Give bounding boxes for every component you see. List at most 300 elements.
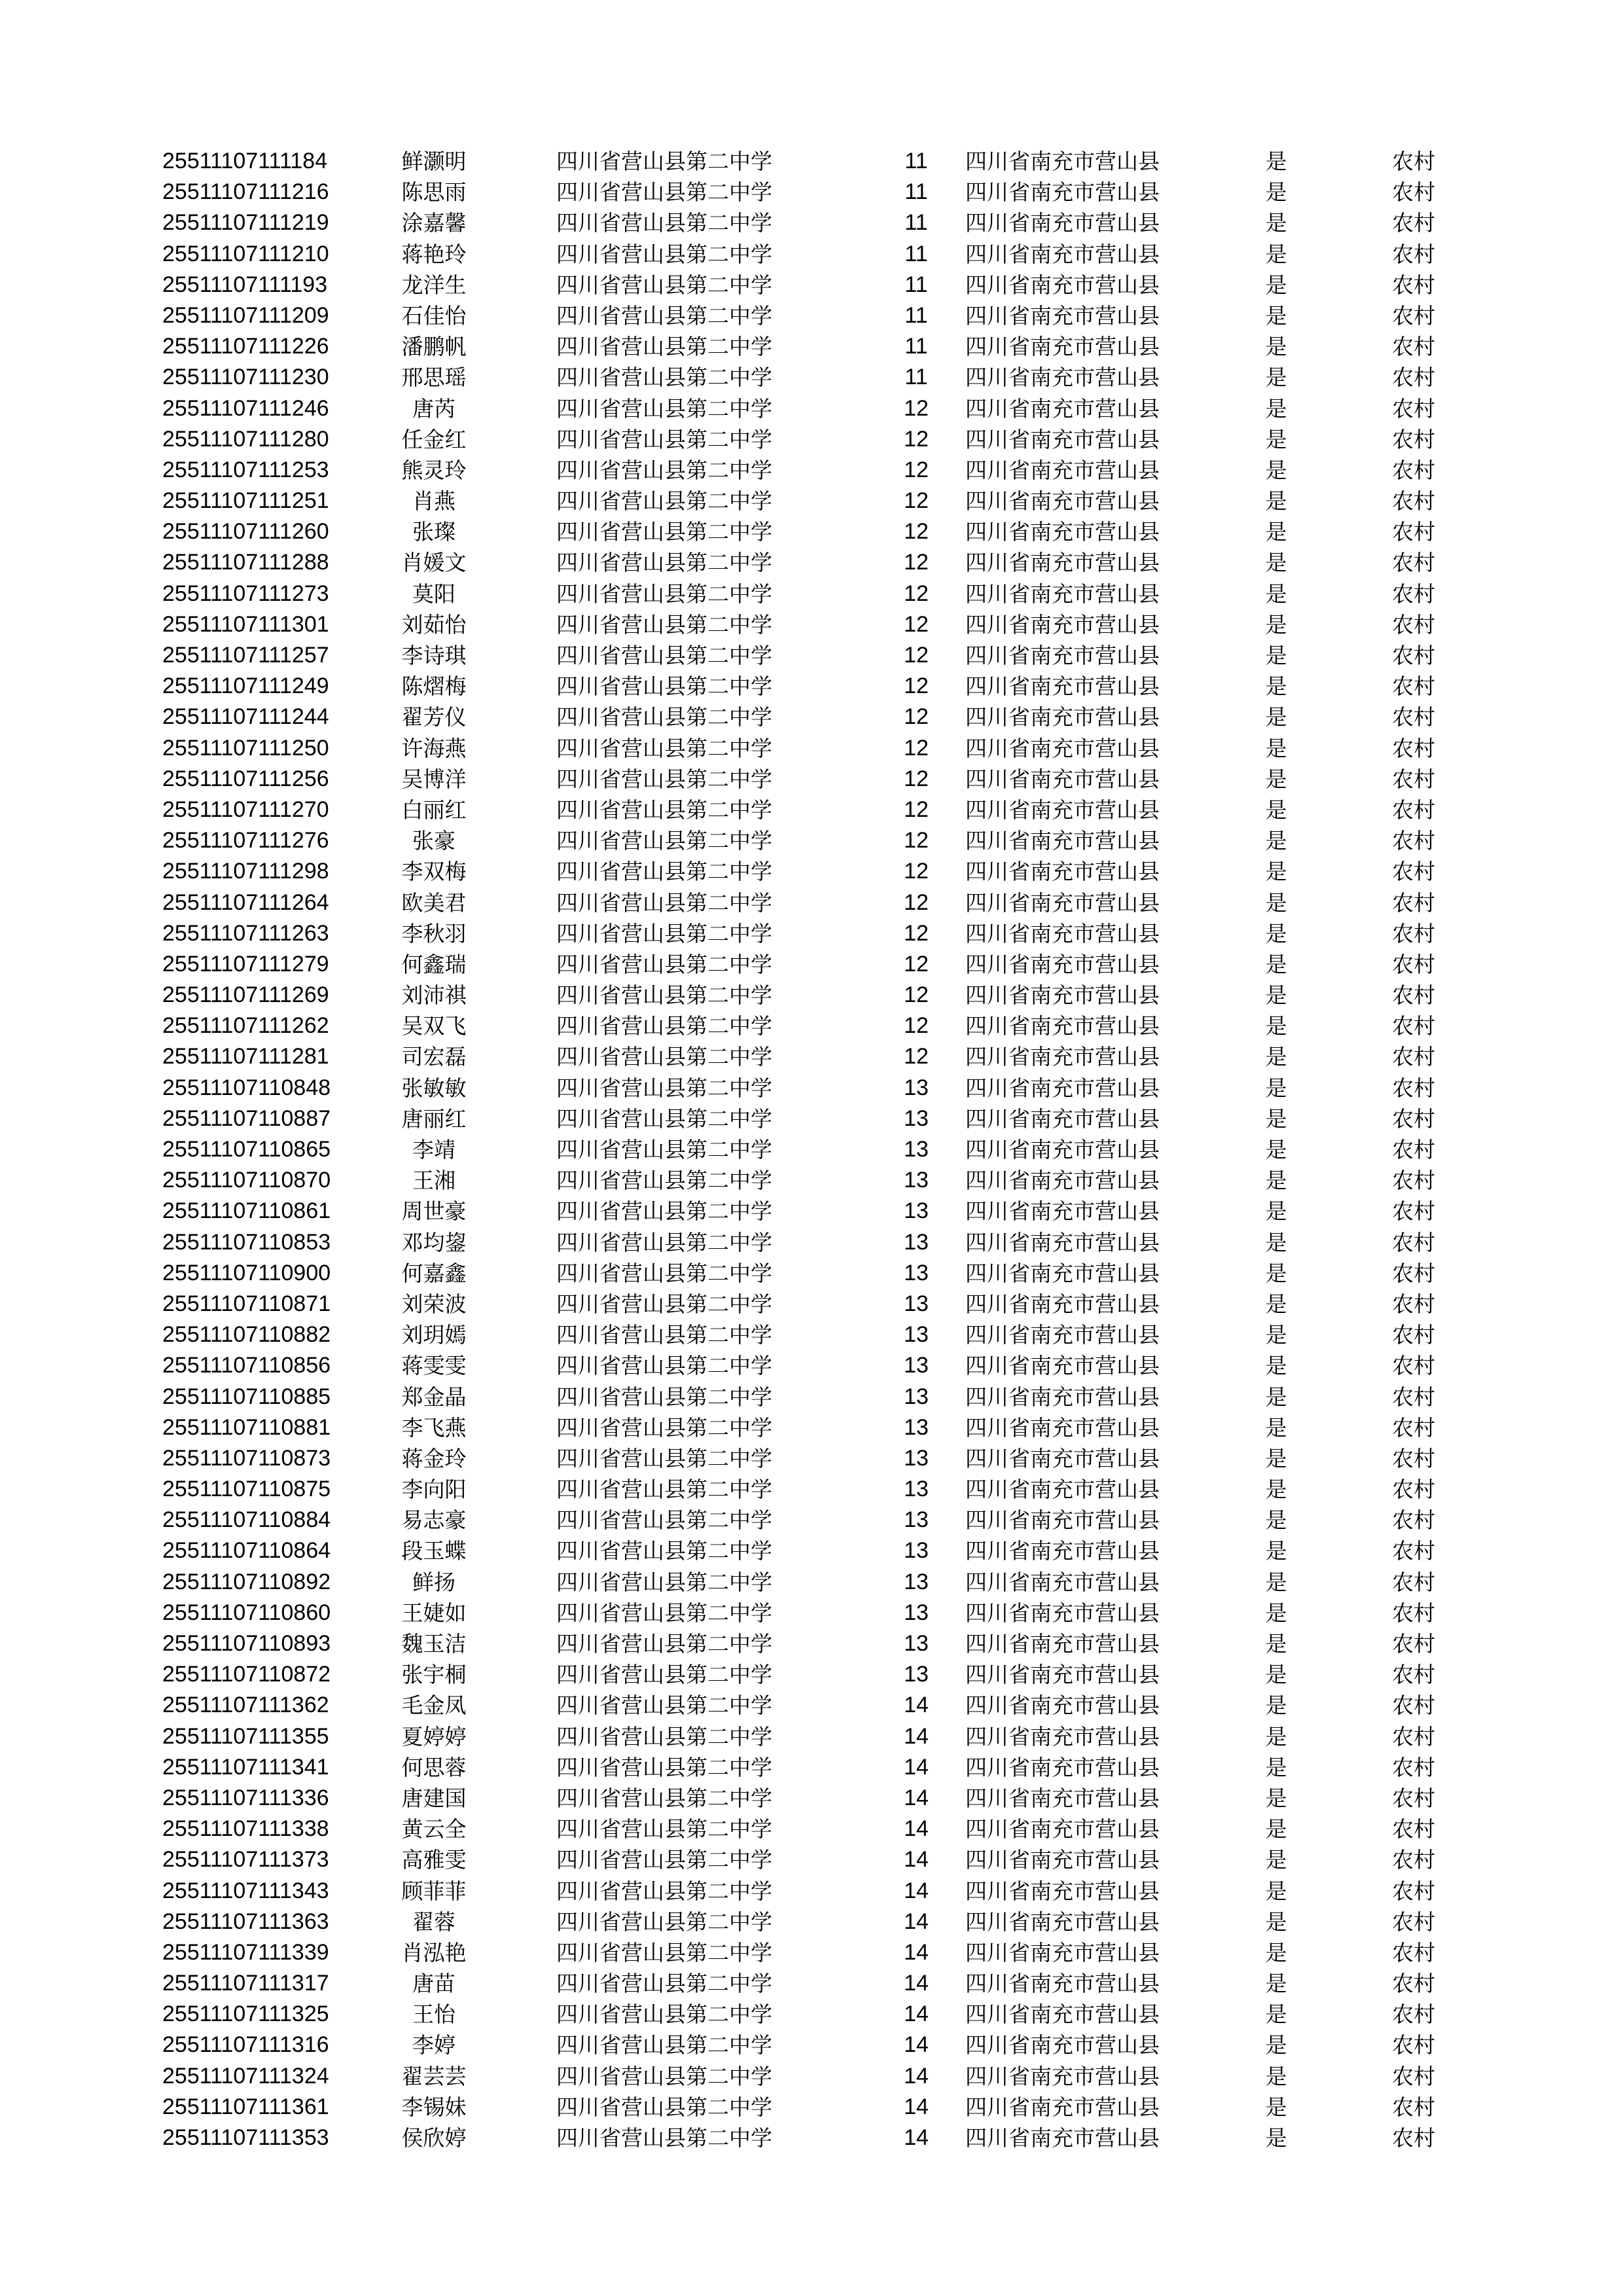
household-type-cell: 农村: [1392, 550, 1435, 576]
class-cell: 14: [904, 1693, 929, 1718]
household-type-cell: 农村: [1392, 1445, 1435, 1471]
student-id-cell: 25511107111262: [162, 1013, 329, 1039]
table-row: [0, 2061, 1623, 2092]
table-row: [0, 918, 1623, 949]
household-type-cell: 农村: [1392, 1384, 1435, 1410]
school-cell: 四川省营山县第二中学: [556, 1353, 772, 1379]
student-id-cell: 25511107111373: [162, 1847, 329, 1873]
table-row: [0, 300, 1623, 331]
student-name-cell: 易志豪: [401, 1507, 467, 1534]
table-row: [0, 331, 1623, 362]
flag-cell: 是: [1265, 735, 1287, 761]
student-id-cell: 25511107111338: [162, 1816, 329, 1842]
household-type-cell: 农村: [1392, 457, 1435, 483]
student-id-cell: 25511107111269: [162, 982, 329, 1008]
student-id-cell: 25511107111298: [162, 859, 329, 884]
table-row: [0, 547, 1623, 578]
address-cell: 四川省南充市营山县: [965, 2032, 1160, 2058]
student-id-cell: 25511107111281: [162, 1044, 329, 1069]
class-cell: 13: [904, 1662, 929, 1687]
class-cell: 13: [904, 1322, 929, 1348]
household-type-cell: 农村: [1392, 828, 1435, 854]
household-type-cell: 农村: [1392, 2094, 1435, 2120]
class-cell: 13: [904, 1569, 929, 1594]
flag-cell: 是: [1265, 1477, 1287, 1503]
table-row: [0, 795, 1623, 825]
address-cell: 四川省南充市营山县: [965, 519, 1160, 545]
household-type-cell: 农村: [1392, 1693, 1435, 1719]
student-name-cell: 司宏磊: [401, 1044, 467, 1070]
address-cell: 四川省南充市营山县: [965, 1322, 1160, 1348]
table-row: [0, 1382, 1623, 1412]
student-name-cell: 吴双飞: [401, 1013, 467, 1039]
table-row: [0, 733, 1623, 764]
school-cell: 四川省营山县第二中学: [556, 1693, 772, 1719]
student-id-cell: 25511107111216: [162, 179, 329, 205]
flag-cell: 是: [1265, 519, 1287, 545]
flag-cell: 是: [1265, 179, 1287, 206]
flag-cell: 是: [1265, 889, 1287, 916]
table-row: [0, 1474, 1623, 1505]
school-cell: 四川省营山县第二中学: [556, 1477, 772, 1503]
table-row: [0, 1443, 1623, 1474]
table-row: [0, 1937, 1623, 1968]
class-cell: 13: [904, 1075, 929, 1100]
class-cell: 14: [904, 1754, 929, 1780]
student-id-cell: 25511107110848: [162, 1075, 331, 1100]
student-name-cell: 李靖: [412, 1137, 455, 1162]
school-cell: 四川省营山县第二中学: [556, 2032, 772, 2058]
household-type-cell: 农村: [1392, 797, 1435, 823]
household-type-cell: 农村: [1392, 1631, 1435, 1657]
student-name-cell: 翟芳仪: [401, 704, 467, 730]
class-cell: 12: [904, 395, 929, 421]
student-id-cell: 25511107111209: [162, 302, 329, 328]
flag-cell: 是: [1265, 766, 1287, 792]
class-cell: 14: [904, 1785, 929, 1810]
student-name-cell: 吴博洋: [401, 766, 467, 792]
student-id-cell: 25511107111193: [162, 272, 328, 297]
address-cell: 四川省南充市营山县: [965, 1971, 1160, 1997]
student-id-cell: 25511107111362: [162, 1693, 329, 1718]
school-cell: 四川省营山县第二中学: [556, 1662, 772, 1688]
household-type-cell: 农村: [1392, 395, 1435, 422]
address-cell: 四川省南充市营山县: [965, 241, 1160, 267]
address-cell: 四川省南充市营山县: [965, 365, 1160, 391]
class-cell: 13: [904, 1477, 929, 1502]
address-cell: 四川省南充市营山县: [965, 272, 1160, 298]
flag-cell: 是: [1265, 334, 1287, 360]
table-row: [0, 2123, 1623, 2153]
student-id-cell: 25511107111336: [162, 1785, 329, 1810]
class-cell: 12: [904, 951, 929, 977]
flag-cell: 是: [1265, 797, 1287, 823]
school-cell: 四川省营山县第二中学: [556, 302, 772, 329]
table-row: [0, 1535, 1623, 1566]
household-type-cell: 农村: [1392, 1754, 1435, 1780]
household-type-cell: 农村: [1392, 1847, 1435, 1873]
household-type-cell: 农村: [1392, 673, 1435, 700]
student-id-cell: 25511107111256: [162, 766, 329, 791]
student-id-cell: 25511107110864: [162, 1538, 331, 1564]
table-row: [0, 1968, 1623, 1999]
student-name-cell: 翟芸芸: [401, 2063, 467, 2089]
household-type-cell: 农村: [1392, 1198, 1435, 1225]
student-name-cell: 张璨: [412, 519, 455, 545]
table-row: [0, 393, 1623, 424]
household-type-cell: 农村: [1392, 1168, 1435, 1194]
student-name-cell: 李诗琪: [401, 643, 467, 668]
student-name-cell: 顾菲菲: [401, 1878, 467, 1904]
household-type-cell: 农村: [1392, 2125, 1435, 2151]
student-name-cell: 唐苗: [412, 1971, 455, 1997]
flag-cell: 是: [1265, 488, 1287, 514]
address-cell: 四川省南充市营山县: [965, 2001, 1160, 2028]
class-cell: 12: [904, 920, 929, 946]
student-name-cell: 唐丽红: [401, 1105, 467, 1132]
school-cell: 四川省营山县第二中学: [556, 210, 772, 236]
class-cell: 12: [904, 797, 929, 822]
address-cell: 四川省南充市营山县: [965, 828, 1160, 854]
student-id-cell: 25511107110900: [162, 1260, 331, 1285]
student-name-cell: 周世豪: [401, 1198, 467, 1225]
student-name-cell: 涂嘉馨: [401, 210, 467, 236]
student-name-cell: 何思蓉: [401, 1754, 467, 1780]
address-cell: 四川省南充市营山县: [965, 210, 1160, 236]
student-id-cell: 25511107111210: [162, 241, 329, 266]
student-id-cell: 25511107110865: [162, 1137, 331, 1162]
flag-cell: 是: [1265, 1168, 1287, 1194]
student-name-cell: 欧美君: [401, 889, 467, 916]
school-cell: 四川省营山县第二中学: [556, 1384, 772, 1410]
school-cell: 四川省营山县第二中学: [556, 2063, 772, 2089]
student-id-cell: 25511107111250: [162, 735, 329, 761]
school-cell: 四川省营山县第二中学: [556, 1507, 772, 1534]
table-row: [0, 1598, 1623, 1628]
class-cell: 13: [904, 1353, 929, 1378]
table-row: [0, 1814, 1623, 1844]
school-cell: 四川省营山县第二中学: [556, 1785, 772, 1811]
household-type-cell: 农村: [1392, 859, 1435, 885]
address-cell: 四川省南充市营山县: [965, 2094, 1160, 2120]
flag-cell: 是: [1265, 1384, 1287, 1410]
class-cell: 12: [904, 704, 929, 730]
household-type-cell: 农村: [1392, 1785, 1435, 1811]
household-type-cell: 农村: [1392, 766, 1435, 792]
household-type-cell: 农村: [1392, 889, 1435, 916]
address-cell: 四川省南充市营山县: [965, 1600, 1160, 1626]
address-cell: 四川省南充市营山县: [965, 1291, 1160, 1317]
address-cell: 四川省南充市营山县: [965, 1477, 1160, 1503]
class-cell: 13: [904, 1631, 929, 1656]
address-cell: 四川省南充市营山县: [965, 1384, 1160, 1410]
student-name-cell: 王湘: [412, 1168, 455, 1194]
class-cell: 14: [904, 1878, 929, 1903]
class-cell: 13: [904, 1291, 929, 1316]
student-id-cell: 25511107111339: [162, 1939, 329, 1965]
address-cell: 四川省南充市营山县: [965, 951, 1160, 977]
student-name-cell: 李锡妹: [401, 2094, 467, 2120]
student-name-cell: 潘鹏帆: [401, 334, 467, 360]
school-cell: 四川省营山县第二中学: [556, 1538, 772, 1564]
address-cell: 四川省南充市营山县: [965, 395, 1160, 422]
table-row: [0, 1011, 1623, 1041]
school-cell: 四川省营山县第二中学: [556, 1816, 772, 1842]
table-row: [0, 825, 1623, 856]
student-id-cell: 25511107110860: [162, 1600, 331, 1625]
address-cell: 四川省南充市营山县: [965, 1538, 1160, 1564]
flag-cell: 是: [1265, 395, 1287, 422]
student-id-cell: 25511107111249: [162, 673, 329, 699]
class-cell: 12: [904, 735, 929, 761]
class-cell: 14: [904, 2032, 929, 2058]
student-name-cell: 翟蓉: [412, 1909, 455, 1935]
flag-cell: 是: [1265, 828, 1287, 854]
school-cell: 四川省营山县第二中学: [556, 179, 772, 206]
table-row: [0, 516, 1623, 547]
student-name-cell: 李飞燕: [401, 1414, 467, 1441]
student-id-cell: 25511107111276: [162, 828, 329, 853]
address-cell: 四川省南充市营山县: [965, 797, 1160, 823]
student-name-cell: 刘荣波: [401, 1291, 467, 1317]
student-id-cell: 25511107111244: [162, 704, 329, 730]
school-cell: 四川省营山县第二中学: [556, 1044, 772, 1070]
household-type-cell: 农村: [1392, 611, 1435, 637]
school-cell: 四川省营山县第二中学: [556, 488, 772, 514]
student-name-cell: 唐芮: [412, 395, 455, 422]
household-type-cell: 农村: [1392, 920, 1435, 946]
school-cell: 四川省营山县第二中学: [556, 1847, 772, 1873]
address-cell: 四川省南充市营山县: [965, 1939, 1160, 1965]
student-id-cell: 25511107111361: [162, 2094, 329, 2119]
flag-cell: 是: [1265, 365, 1287, 391]
address-cell: 四川省南充市营山县: [965, 1044, 1160, 1070]
student-id-cell: 25511107110885: [162, 1384, 331, 1409]
table-row: [0, 1721, 1623, 1752]
class-cell: 12: [904, 766, 929, 791]
flag-cell: 是: [1265, 1414, 1287, 1441]
address-cell: 四川省南充市营山县: [965, 643, 1160, 668]
flag-cell: 是: [1265, 1631, 1287, 1657]
student-name-cell: 许海燕: [401, 735, 467, 761]
address-cell: 四川省南充市营山县: [965, 1229, 1160, 1255]
flag-cell: 是: [1265, 611, 1287, 637]
student-name-cell: 张宇桐: [401, 1662, 467, 1688]
school-cell: 四川省营山县第二中学: [556, 1600, 772, 1626]
school-cell: 四川省营山县第二中学: [556, 643, 772, 668]
flag-cell: 是: [1265, 241, 1287, 267]
student-id-cell: 25511107110892: [162, 1569, 331, 1594]
household-type-cell: 农村: [1392, 210, 1435, 236]
address-cell: 四川省南充市营山县: [965, 1754, 1160, 1780]
school-cell: 四川省营山县第二中学: [556, 395, 772, 422]
student-name-cell: 肖媛文: [401, 550, 467, 576]
student-name-cell: 任金红: [401, 426, 467, 452]
class-cell: 13: [904, 1168, 929, 1193]
flag-cell: 是: [1265, 951, 1287, 977]
household-type-cell: 农村: [1392, 1322, 1435, 1348]
school-cell: 四川省营山县第二中学: [556, 797, 772, 823]
student-name-cell: 张敏敏: [401, 1075, 467, 1101]
student-id-cell: 25511107111184: [162, 149, 328, 173]
school-cell: 四川省营山县第二中学: [556, 519, 772, 545]
student-name-cell: 毛金凤: [401, 1693, 467, 1719]
school-cell: 四川省营山县第二中学: [556, 951, 772, 977]
flag-cell: 是: [1265, 1075, 1287, 1101]
table-row: [0, 1289, 1623, 1319]
table-row: [0, 1258, 1623, 1289]
household-type-cell: 农村: [1392, 1662, 1435, 1688]
household-type-cell: 农村: [1392, 179, 1435, 206]
address-cell: 四川省南充市营山县: [965, 673, 1160, 700]
table-row: [0, 2030, 1623, 2060]
class-cell: 11: [904, 334, 928, 359]
table-row: [0, 1690, 1623, 1721]
student-name-cell: 肖燕: [412, 488, 455, 514]
table-row: [0, 579, 1623, 609]
student-id-cell: 25511107110853: [162, 1229, 331, 1255]
address-cell: 四川省南充市营山县: [965, 1785, 1160, 1811]
student-id-cell: 25511107110875: [162, 1477, 331, 1502]
table-row: [0, 2092, 1623, 2123]
table-row: [0, 1412, 1623, 1443]
flag-cell: 是: [1265, 210, 1287, 236]
student-id-cell: 25511107111363: [162, 1909, 329, 1934]
class-cell: 13: [904, 1538, 929, 1564]
student-id-cell: 25511107110871: [162, 1291, 331, 1316]
class-cell: 12: [904, 1044, 929, 1069]
flag-cell: 是: [1265, 2094, 1287, 2120]
household-type-cell: 农村: [1392, 1075, 1435, 1101]
class-cell: 11: [904, 149, 928, 173]
address-cell: 四川省南充市营山县: [965, 1198, 1160, 1225]
student-name-cell: 刘茹怡: [401, 611, 467, 637]
flag-cell: 是: [1265, 1939, 1287, 1965]
table-row: [0, 1134, 1623, 1165]
school-cell: 四川省营山县第二中学: [556, 1229, 772, 1255]
household-type-cell: 农村: [1392, 426, 1435, 452]
school-cell: 四川省营山县第二中学: [556, 365, 772, 391]
household-type-cell: 农村: [1392, 982, 1435, 1009]
class-cell: 12: [904, 488, 929, 514]
school-cell: 四川省营山县第二中学: [556, 272, 772, 298]
student-name-cell: 黄云全: [401, 1816, 467, 1842]
address-cell: 四川省南充市营山县: [965, 1909, 1160, 1935]
address-cell: 四川省南充市营山县: [965, 426, 1160, 452]
student-name-cell: 蒋雯雯: [401, 1353, 467, 1379]
flag-cell: 是: [1265, 1662, 1287, 1688]
address-cell: 四川省南充市营山县: [965, 1693, 1160, 1719]
household-type-cell: 农村: [1392, 2032, 1435, 2058]
class-cell: 12: [904, 550, 929, 575]
school-cell: 四川省营山县第二中学: [556, 1168, 772, 1194]
table-row: [0, 764, 1623, 795]
student-id-cell: 25511107111324: [162, 2063, 329, 2089]
student-name-cell: 肖泓艳: [401, 1939, 467, 1965]
student-id-cell: 25511107111219: [162, 210, 329, 236]
table-row: [0, 888, 1623, 918]
household-type-cell: 农村: [1392, 241, 1435, 267]
class-cell: 12: [904, 673, 929, 699]
school-cell: 四川省营山县第二中学: [556, 859, 772, 885]
class-cell: 12: [904, 828, 929, 853]
flag-cell: 是: [1265, 1198, 1287, 1225]
school-cell: 四川省营山县第二中学: [556, 581, 772, 607]
household-type-cell: 农村: [1392, 1137, 1435, 1162]
household-type-cell: 农村: [1392, 149, 1435, 174]
table-row: [0, 980, 1623, 1011]
student-id-cell: 25511107111355: [162, 1723, 329, 1749]
student-id-cell: 25511107110881: [162, 1414, 331, 1440]
school-cell: 四川省营山县第二中学: [556, 2125, 772, 2151]
table-row: [0, 362, 1623, 393]
flag-cell: 是: [1265, 1909, 1287, 1935]
student-name-cell: 李秋羽: [401, 920, 467, 946]
student-name-cell: 王婕如: [401, 1600, 467, 1626]
household-type-cell: 农村: [1392, 2063, 1435, 2089]
student-name-cell: 邓均鋆: [401, 1229, 467, 1255]
flag-cell: 是: [1265, 673, 1287, 700]
flag-cell: 是: [1265, 457, 1287, 483]
student-id-cell: 25511107111253: [162, 457, 329, 482]
address-cell: 四川省南充市营山县: [965, 550, 1160, 576]
student-id-cell: 25511107111353: [162, 2125, 329, 2150]
table-row: [0, 702, 1623, 732]
student-name-cell: 蒋艳玲: [401, 241, 467, 267]
flag-cell: 是: [1265, 1754, 1287, 1780]
table-row: [0, 1567, 1623, 1598]
household-type-cell: 农村: [1392, 1569, 1435, 1595]
student-name-cell: 石佳怡: [401, 302, 467, 329]
class-cell: 13: [904, 1137, 929, 1162]
table-row: [0, 1041, 1623, 1072]
table-row: [0, 1876, 1623, 1907]
student-name-cell: 高雅雯: [401, 1847, 467, 1873]
address-cell: 四川省南充市营山县: [965, 766, 1160, 792]
address-cell: 四川省南充市营山县: [965, 889, 1160, 916]
school-cell: 四川省营山县第二中学: [556, 889, 772, 916]
student-name-cell: 白丽红: [401, 797, 467, 823]
household-type-cell: 农村: [1392, 1013, 1435, 1039]
household-type-cell: 农村: [1392, 334, 1435, 360]
household-type-cell: 农村: [1392, 1507, 1435, 1534]
address-cell: 四川省南充市营山县: [965, 1445, 1160, 1471]
table-row: [0, 949, 1623, 980]
household-type-cell: 农村: [1392, 1538, 1435, 1564]
address-cell: 四川省南充市营山县: [965, 859, 1160, 885]
table-row: [0, 177, 1623, 207]
student-name-cell: 蒋金玲: [401, 1445, 467, 1471]
household-type-cell: 农村: [1392, 1291, 1435, 1317]
table-row: [0, 1350, 1623, 1381]
class-cell: 12: [904, 889, 929, 915]
class-cell: 12: [904, 426, 929, 452]
class-cell: 12: [904, 1013, 929, 1039]
household-type-cell: 农村: [1392, 1909, 1435, 1935]
school-cell: 四川省营山县第二中学: [556, 1723, 772, 1749]
address-cell: 四川省南充市营山县: [965, 1013, 1160, 1039]
household-type-cell: 农村: [1392, 1939, 1435, 1965]
table-row: [0, 1907, 1623, 1937]
student-name-cell: 邢思瑶: [401, 365, 467, 391]
class-cell: 14: [904, 1723, 929, 1749]
student-id-cell: 25511107111270: [162, 797, 329, 822]
class-cell: 14: [904, 1939, 929, 1965]
address-cell: 四川省南充市营山县: [965, 1414, 1160, 1441]
school-cell: 四川省营山县第二中学: [556, 1105, 772, 1132]
school-cell: 四川省营山县第二中学: [556, 704, 772, 730]
flag-cell: 是: [1265, 2125, 1287, 2151]
